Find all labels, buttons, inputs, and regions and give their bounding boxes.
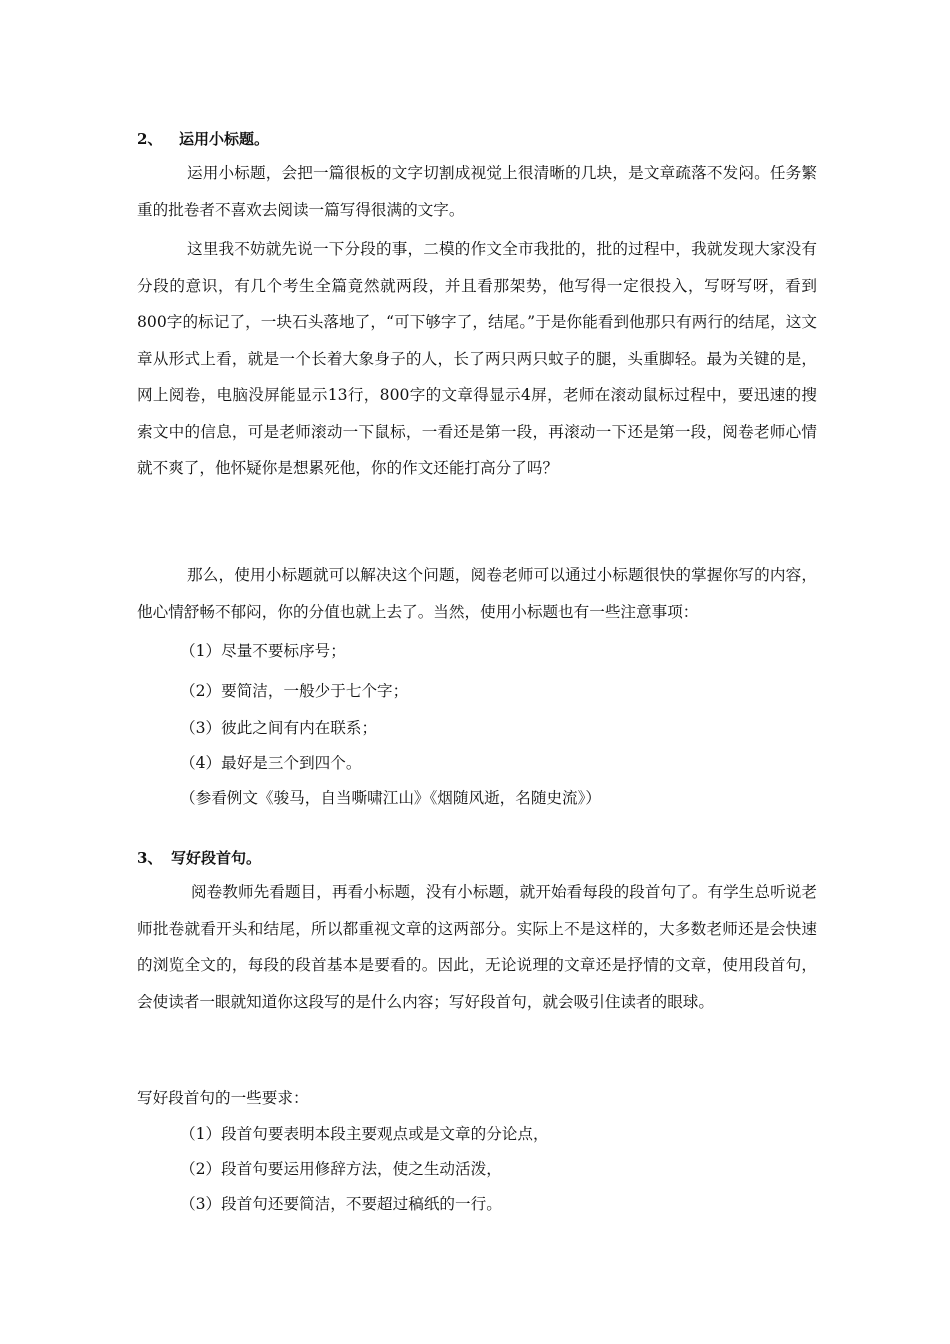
section-2-item-1: （1）尽量不要标序号； — [180, 642, 346, 660]
section-3-title: 写好段首句。 — [171, 849, 262, 867]
section-3-number: 3、 — [137, 849, 163, 867]
section-3-heading — [137, 847, 261, 868]
section-3-paragraph-1: 阅卷教师先看题目，再看小标题，没有小标题，就开始看每段的段首句了。有学生总听说老师批卷就看开头和结尾，所以都重视文章的这两部分。实际上不是这样的，大多数老师还是会快速的浏览全文的，每段的段首基本是要看的。因此，无论说理的文章还是抒情的文章，使用段首句，会使读者一眼就知道你这段写的是什么内容；写好段首句，就会吸引住读者的眼球。 — [137, 883, 817, 1011]
section-2-item-3: （3）彼此之间有内在联系； — [180, 719, 378, 737]
section-2-paragraph-1: 运用小标题，会把一篇很板的文字切割成视觉上很清晰的几块，是文章疏落不发闷。任务繁重的批卷者不喜欢去阅读一篇写得很满的文字。 — [137, 164, 817, 219]
section-2-paragraph-2: 这里我不妨就先说一下分段的事，二模的作文全市我批的，批的过程中，我就发现大家没有分段的意识，有几个考生全篇竟然就两段，并且看那架势，他写得一定很投入，写呀写呀，看到800字的标记了，一块石头落地了，“可下够字了，结尾。”于是你能看到他那只有两行的结尾，这文章从形式上看，就是一个长着大象身子的人，长了两只两只蚊子的腿，头重脚轻。最为关键的是，网上阅卷，电脑没屏能显示13行，800字的文章得显示4屏，老师在滚动鼠标过程中，要迅速的搜索文中的信息，可是老师滚动一下鼠标，一看还是第一段，再滚动一下还是第一段，阅卷老师心情就不爽了，他怀疑你是想累死他，你的作文还能打高分了吗？ — [137, 240, 817, 477]
section-2-title: 运用小标题。 — [179, 130, 270, 148]
section-2-item-2: （2）要简洁，一般少于七个字； — [180, 682, 409, 700]
section-2-item-4: （4）最好是三个到四个。 — [180, 754, 362, 772]
section-2-paragraph-3: 那么，使用小标题就可以解决这个问题，阅卷老师可以通过小标题很快的掌握你写的内容，他心情舒畅不郁闷，你的分值也就上去了。当然，使用小标题也有一些注意事项： — [137, 566, 817, 621]
section-3-item-1: （1）段首句要表明本段主要观点或是文章的分论点， — [180, 1125, 549, 1143]
section-3-requirements-intro: 写好段首句的一些要求： — [137, 1089, 309, 1107]
section-3-item-3: （3）段首句还要简洁，不要超过稿纸的一行。 — [180, 1195, 502, 1213]
section-3-item-2: （2）段首句要运用修辞方法，使之生动活泼， — [180, 1160, 502, 1178]
section-2-heading — [137, 128, 269, 149]
section-2-reference: （参看例文《骏马，自当嘶啸江山》《烟随风逝，名随史流》） — [180, 789, 602, 807]
section-2-number: 2、 — [137, 130, 163, 148]
